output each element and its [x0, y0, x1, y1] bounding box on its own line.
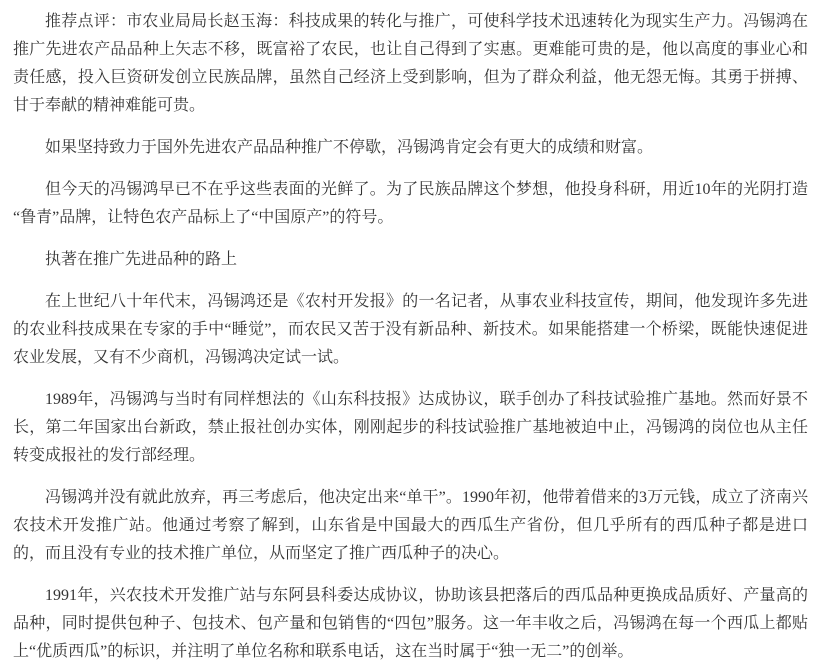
paragraph: 1989年，冯锡鸿与当时有同样想法的《山东科技报》达成协议，联手创办了科技试验推广基地。然而好景不长，第二年国家出台新政，禁止报社创办实体，刚刚起步的科技试验推广基地被迫中止，冯锡鸿的岗位也从主任转变成报社的发行部经理。 [13, 391, 808, 464]
paragraph-recommendation-comment: 推荐点评：市农业局局长赵玉海：科技成果的转化与推广，可使科学技术迅速转化为现实生产力。冯锡鸿在推广先进农产品品种上矢志不移，既富裕了农民，也让自己得到了实惠。更难能可贵的是，他以高度的事业心和责任感，投入巨资研发创立民族品牌，虽然自己经济上受到影响，但为了群众利益，他无怨无悔。其勇于拼搏、甘于奉献的精神难能可贵。 [13, 13, 808, 114]
paragraph: 但今天的冯锡鸿早已不在乎这些表面的光鲜了。为了民族品牌这个梦想，他投身科研，用近10年的光阴打造“鲁青”品牌，让特色农产品标上了“中国原产”的符号。 [13, 181, 808, 226]
article-body [13, 8, 808, 665]
paragraph: 1991年，兴农技术开发推广站与东阿县科委达成协议，协助该县把落后的西瓜品种更换成品质好、产量高的品种，同时提供包种子、包技术、包产量和包销售的“四包”服务。这一年丰收之后，冯锡鸿在每一个西瓜上都贴上“优质西瓜”的标识，并注明了单位名称和联系电话，这在当时属于“独一无二”的创举。 [13, 587, 808, 660]
paragraph: 在上世纪八十年代末，冯锡鸿还是《农村开发报》的一名记者，从事农业科技宣传，期间，他发现许多先进的农业科技成果在专家的手中“睡觉”，而农民又苦于没有新品种、新技术。如果能搭建一个桥梁，既能快速促进农业发展，又有不少商机，冯锡鸿决定试一试。 [13, 293, 808, 366]
paragraph: 如果坚持致力于国外先进农产品品种推广不停歇，冯锡鸿肯定会有更大的成绩和财富。 [45, 139, 654, 156]
section-heading: 执著在推广先进品种的路上 [45, 251, 238, 268]
paragraph: 冯锡鸿并没有就此放弃，再三考虑后，他决定出来“单干”。1990年初，他带着借来的3万元钱，成立了济南兴农技术开发推广站。他通过考察了解到，山东省是中国最大的西瓜生产省份，但几乎所有的西瓜种子都是进口的，而且没有专业的技术推广单位，从而坚定了推广西瓜种子的决心。 [13, 489, 808, 562]
